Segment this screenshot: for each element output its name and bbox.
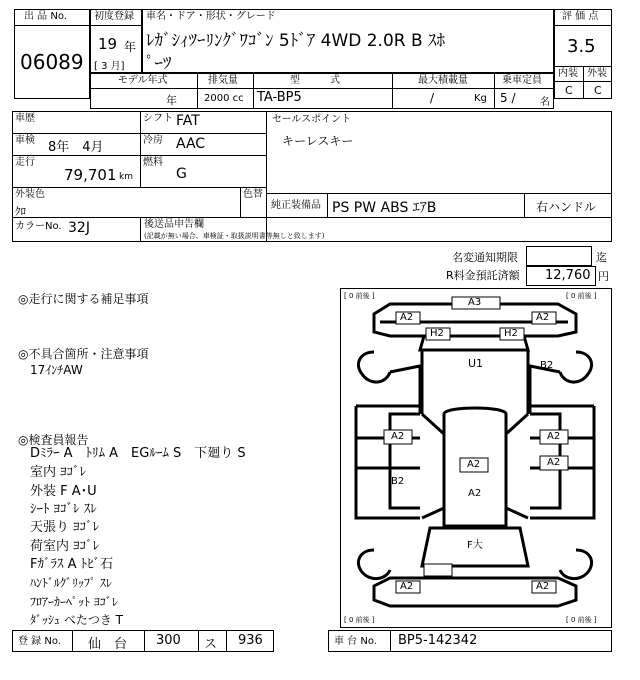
driving-notes-heading: ◎走行に関する補足事項 [18,292,149,306]
registration-label: 登 録 No. [18,636,61,647]
mileage-label: 走行 [15,157,35,168]
equipment-value: PS PW ABS ｴｱB [332,200,437,216]
corner-mark: [ 0 前後 ] [566,292,597,300]
damage-label: A2 [467,459,481,470]
damage-label: U1 [468,357,484,370]
recycle-value: 12,760 [545,268,591,283]
inspector-heading: ◎検査員報告 [18,433,89,447]
damage-label: A2 [536,581,550,592]
damage-label: B2 [540,360,554,371]
inspector-line: Dﾐﾗｰ A ﾄﾘﾑ A EGﾙｰﾑ S 下廻り S [30,446,246,461]
documents-label: 後送品申告欄 [144,219,204,230]
corner-mark: [ 0 前後 ] [566,616,597,624]
damage-label: A2 [400,312,414,323]
displacement-value: 2000 cc [204,93,244,104]
registration-kana: ス [204,637,218,652]
car-name-label: 車名・ドア・形状・グレード [146,11,276,22]
interior-grade: C [565,84,573,97]
exterior-color-value: ｸﾛ [15,205,26,218]
ac-value: AAC [176,136,206,152]
damage-label: A2 [391,431,405,442]
exterior-label: 外装 [587,68,607,79]
registration-number: 936 [238,633,263,648]
inspector-line: 外装 F A･U [30,484,97,499]
damage-label: H2 [504,328,518,339]
recycle-unit: 円 [598,270,609,283]
capacity-label: 乗車定員 [502,75,542,86]
max-load-value: / [430,91,435,105]
name-change-field [526,246,592,266]
inspector-line: Fｶﾞﾗｽ A ﾄﾋﾞ石 [30,557,114,572]
max-load-unit: Kg [474,93,487,104]
equipment-label: 純正装備品 [271,200,321,211]
model-year-label: モデル年式 [118,75,168,86]
exterior-color-label: 外装色 [15,189,45,200]
displacement-label: 排気量 [208,75,238,86]
inspection-label: 車検 [15,135,35,146]
damage-label: H2 [430,328,444,339]
mileage-unit: km [119,172,133,182]
model-year-unit: 年 [166,94,177,107]
damage-label: A2 [400,581,414,592]
name-change-unit: 迄 [596,251,607,264]
documents-note: (記載が無い場合、車検証・取扱説明書等無しと致します) [144,232,325,240]
exterior-grade: C [594,84,602,97]
first-registration-label: 初度登録 [94,11,134,22]
chassis-label: 車 台 No. [334,636,377,647]
max-load-label: 最大積載量 [418,75,468,86]
capacity-value: 5 / [500,91,516,105]
color-change-label: 色替 [243,189,263,200]
damage-label: F大 [467,540,483,551]
registration-month: [ 3 月] [94,61,125,72]
corner-mark: [ 0 前後 ] [344,292,375,300]
damage-label: A3 [468,297,482,308]
damage-label: B2 [391,476,405,487]
inspector-line: ｼｰﾄ ﾖｺﾞﾚ ｽﾚ [30,502,97,517]
registration-year-unit: 年 [124,40,137,54]
type-value: TA-BP5 [257,90,302,105]
car-name-line1: ﾚｶﾞｼｨﾂｰﾘﾝｸﾞﾜｺﾞﾝ 5ﾄﾞｱ 4WD 2.0R B ｽﾎ [146,31,446,51]
mileage-value: 79,701 [64,166,117,184]
steering-value: 右ハンドル [536,200,597,214]
damage-label: A2 [468,488,482,499]
damage-label: A2 [536,312,550,323]
inspector-line: ﾊﾝﾄﾞﾙｸﾞﾘｯﾌﾟ ｽﾚ [30,576,112,590]
registration-year: 19 [98,35,118,53]
corner-mark: [ 0 前後 ] [344,616,375,624]
damage-label: A2 [547,457,561,468]
inspector-line: 天張り ﾖｺﾞﾚ [30,520,100,535]
score-label: 評 価 点 [562,11,599,22]
color-no-label: カラーNo. [15,221,62,232]
sales-point-value: キーレスキー [282,134,354,148]
defects-heading: ◎不具合箇所・注意事項 [18,347,149,361]
history-label: 車歴 [15,113,35,124]
score-value: 3.5 [567,36,596,57]
damage-diagram [340,288,612,628]
inspector-line: ﾌﾛｱｰｶｰﾍﾟｯﾄ ﾖｺﾞﾚ [30,595,118,609]
inspector-line: 室内 ﾖｺﾞﾚ [30,465,87,480]
lot-number: 06089 [20,50,84,74]
fuel-value: G [176,166,187,182]
fuel-label: 燃料 [143,157,163,168]
defects-item: 17ｲﾝﾁAW [30,363,83,377]
damage-label: A2 [547,431,561,442]
shift-value: FAT [176,113,200,129]
color-no-value: 32J [68,220,90,236]
capacity-unit: 名 [540,97,550,108]
name-change-label: 名変通知期限 [452,251,518,264]
car-name-line2: ﾟｰﾂ [146,54,172,74]
shift-label: シフト [143,113,173,124]
inspector-line: ﾀﾞｯｼｭ べたつき T [30,613,123,627]
type-label: 型 式 [290,75,340,86]
inspector-line: 荷室内 ﾖｺﾞﾚ [30,539,100,554]
car-outline-diagram [340,288,612,628]
registration-class: 300 [156,633,181,648]
inspection-value: 8年 4月 [48,140,104,155]
sales-point-label: セールスポイント [272,114,352,125]
interior-label: 内装 [558,68,578,79]
recycle-label: R料金預託済額 [446,269,520,282]
lot-number-label: 出 品 No. [24,11,67,22]
chassis-value: BP5-142342 [398,633,478,648]
registration-area: 仙 台 [88,637,128,652]
ac-label: 冷房 [143,135,163,146]
